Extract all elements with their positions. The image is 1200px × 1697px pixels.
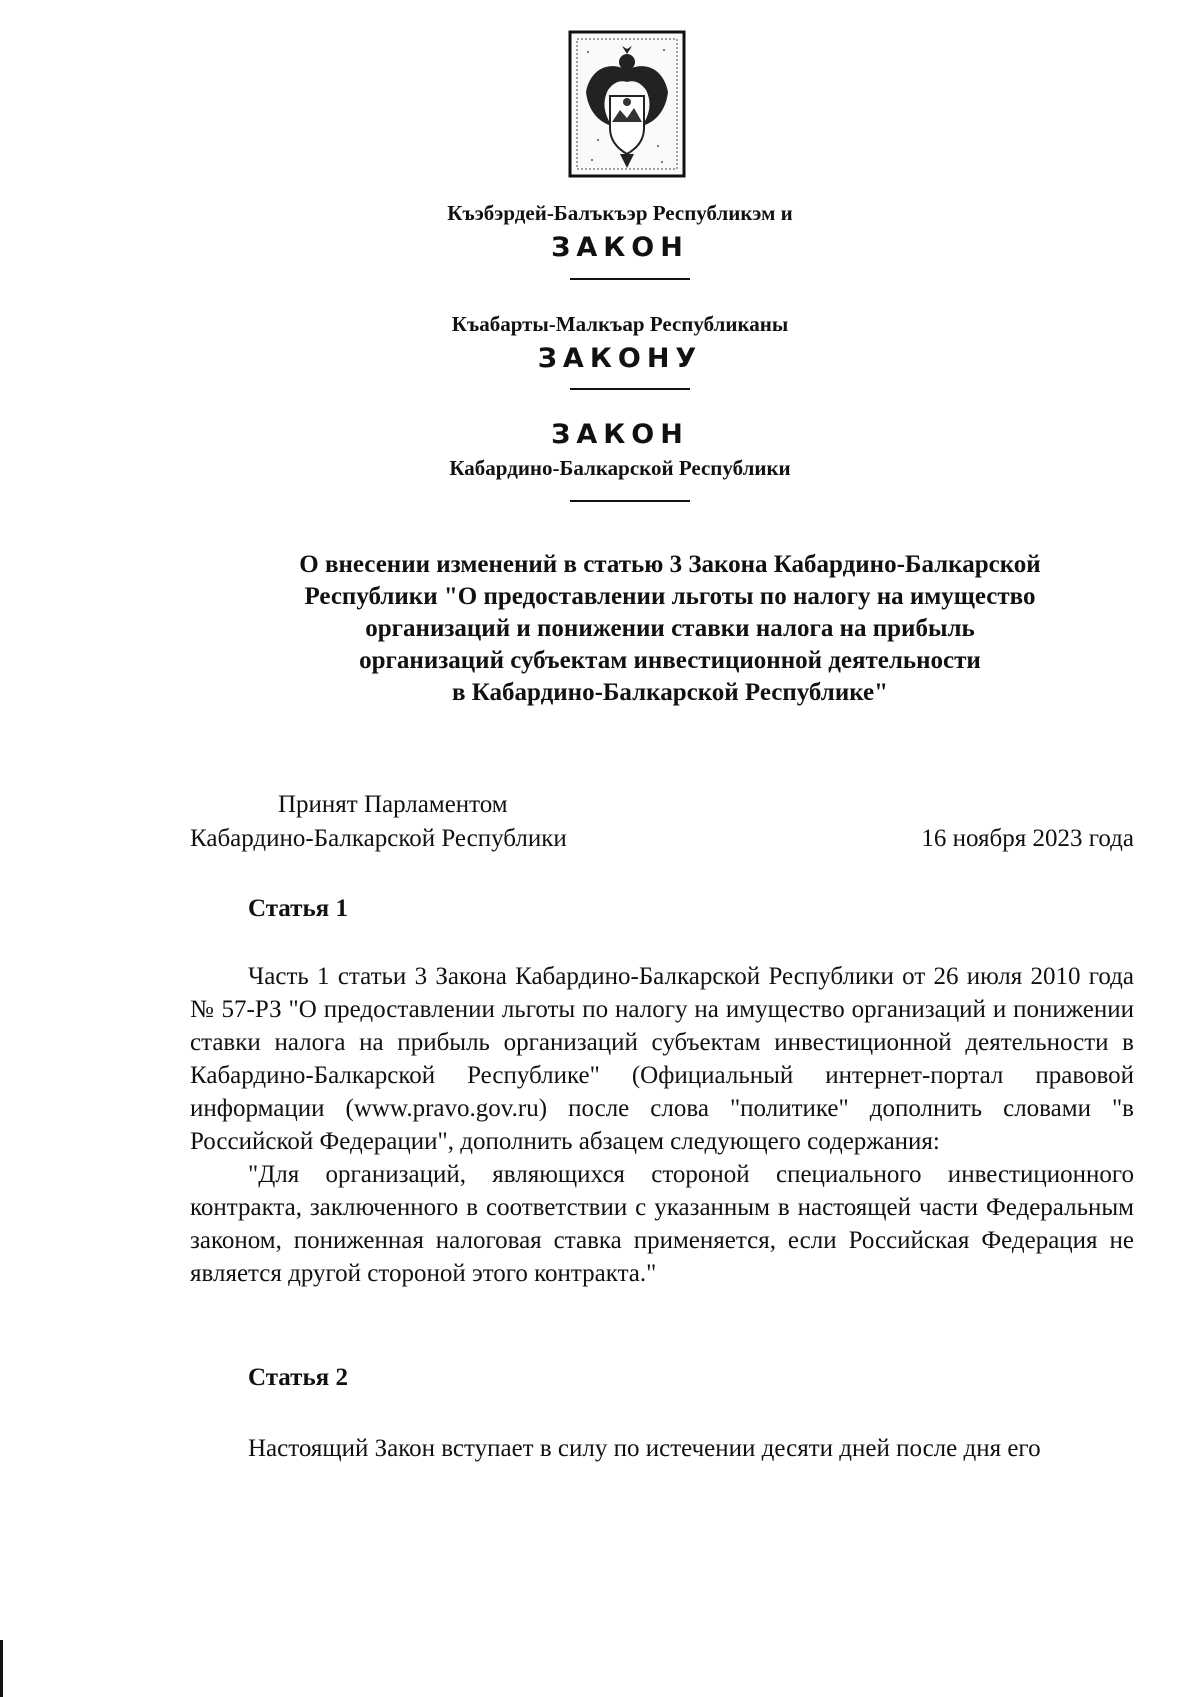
law-title — [230, 549, 1110, 709]
adoption-line: Кабардино-Балкарской Республики — [190, 825, 567, 852]
article-2-paragraph: Настоящий Закон вступает в силу по истечении десяти дней после дня его — [248, 1435, 1041, 1462]
divider — [570, 388, 690, 390]
kabardian-law-word: ЗАКОН — [551, 232, 689, 263]
article-2-heading: Статья 2 — [248, 1364, 348, 1391]
article-1-paragraph: "Для организаций, являющихся стороной специального инвестиционного контракта, заключенного в соответствии с указанным в настоящей части Федеральным законом, пониженная налоговая ставка применяется, если Российская Федерация не является другой стороной этого контракта." — [190, 1161, 1134, 1287]
russian-republic-name: Кабардино-Балкарской Республики — [449, 456, 791, 480]
article-2-body — [190, 1432, 1134, 1465]
article-1-body — [190, 960, 1134, 1290]
title-line: организаций субъектам инвестиционной деятельности — [359, 647, 981, 674]
title-line: О внесении изменений в статью 3 Закона Кабардино-Балкарской — [299, 551, 1041, 578]
title-line: организаций и понижении ставки налога на прибыль — [365, 615, 975, 642]
divider — [570, 278, 690, 280]
coat-of-arms-emblem — [568, 30, 686, 178]
title-line: в Кабардино-Балкарской Республике" — [451, 679, 888, 706]
divider — [570, 500, 690, 502]
balkar-republic-name: Къабарты-Малкъар Республиканы — [451, 312, 789, 336]
russian-law-word: ЗАКОН — [551, 419, 689, 450]
title-line: Республики "О предоставлении льготы по налогу на имущество — [304, 583, 1036, 610]
adoption-date: 16 ноября 2023 года — [921, 825, 1134, 852]
balkar-law-word: ЗАКОНУ — [537, 343, 703, 374]
article-1-heading: Статья 1 — [248, 895, 348, 922]
kabardian-republic-name: Къэбэрдей-Балъкъэр Республикэм и — [447, 201, 793, 225]
scan-edge-mark — [0, 1640, 3, 1697]
article-1-paragraph: Часть 1 статьи 3 Закона Кабардино-Балкарской Республики от 26 июля 2010 года № 57-РЗ "О предоставлении льготы по налогу на имущество организаций и понижении ставки налога на прибыль организаций субъектам инвестиционной деятельности в Кабардино-Балкарской Республике" (Официальный интернет-портал правовой информации (www.pravo.gov.ru) после слова "политике" дополнить словами "в Российской Федерации", дополнить абзацем следующего содержания: — [190, 963, 1134, 1155]
adoption-block — [190, 788, 567, 856]
adoption-line: Принят Парламентом — [278, 791, 508, 818]
